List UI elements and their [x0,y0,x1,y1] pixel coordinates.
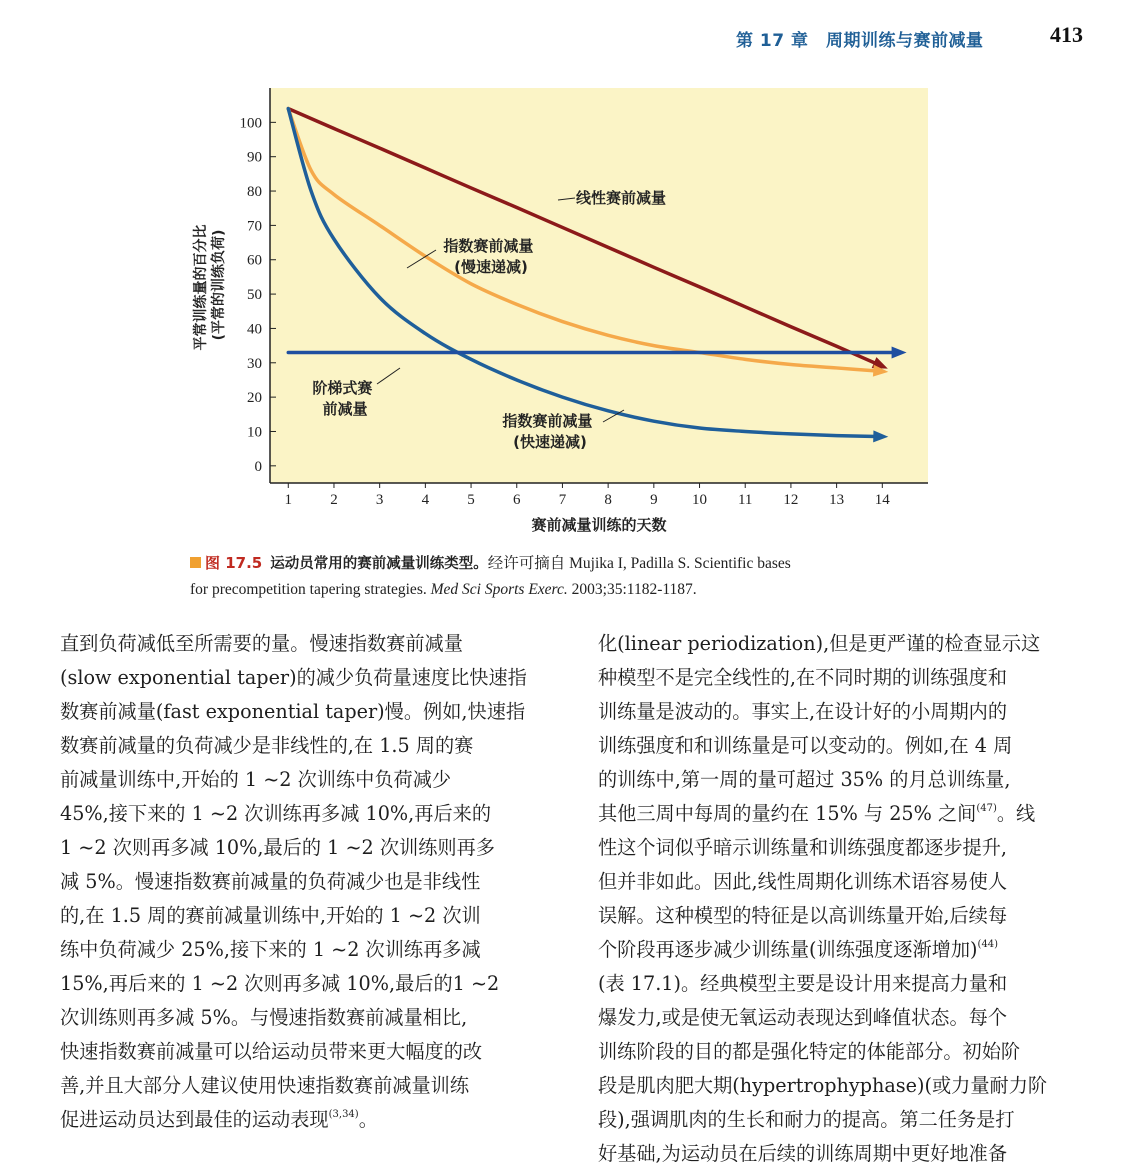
label-slow-exp-line1: 指数赛前减量 [443,237,534,255]
y-tick-label: 60 [247,252,262,269]
x-tick-label: 5 [467,492,475,508]
text-line-last [60,1103,556,1137]
y-tick-label: 80 [247,184,262,201]
text-fragment: 个阶段再逐步减少训练量(训练强度逐渐增加) [598,938,978,961]
label-step-line1: 阶梯式赛 [312,379,373,397]
caption-journal: Med Sci Sports Exerc. [430,581,568,598]
caption-citation: 2003;35:1182-1187. [567,581,697,598]
y-axis-label-line2: (平常的训练负荷) [211,229,227,341]
right-text-column [598,627,1094,1171]
x-tick-label: 3 [375,492,384,508]
text-line: 15%,再后来的 1 ~2 次则再多减 10%,最后的1 ~2 [60,972,500,995]
text-line: 误解。这种模型的特征是以高训练量开始,后续每 [598,904,1008,927]
text-line: 段是肌肉肥大期(hypertrophyphase)(或力量耐力阶 [598,1074,1048,1097]
figure-label: 图 17.5 [205,554,263,572]
text-line: 数赛前减量(fast exponential taper)慢。例如,快速指 [60,700,526,723]
caption-text-2: for precompetition tapering strategies. [190,581,427,598]
chapter-title: 第 17 章 周期训练与赛前减量 [736,31,984,51]
text-line: 段),强调肌肉的生长和耐力的提高。第二任务是打 [598,1108,1015,1131]
x-ticks [285,483,891,508]
text-line: 的训练中,第一周的量可超过 35% 的月总训练量, [598,768,1011,791]
text-line [598,797,1094,831]
text-line: 数赛前减量的负荷减少是非线性的,在 1.5 周的赛 [60,734,474,757]
y-tick-label: 50 [247,287,262,304]
y-tick-label: 90 [247,149,262,166]
y-axis-label [192,220,227,351]
text-line: 种模型不是完全线性的,在不同时期的训练强度和 [598,666,1008,689]
text-line: 的,在 1.5 周的赛前减量训练中,开始的 1 ~2 次训 [60,904,481,927]
text-line: 练中负荷减少 25%,接下来的 1 ~2 次训练再多减 [60,938,481,961]
text-line [598,933,1094,967]
x-tick-label: 10 [692,492,708,508]
x-tick-label: 2 [330,492,338,508]
x-axis-label: 赛前减量训练的天数 [531,516,667,534]
label-linear: 线性赛前减量 [576,189,667,207]
y-tick-label: 100 [239,115,262,132]
x-tick-label: 9 [650,492,658,508]
caption-marker [190,557,201,568]
figure-caption [190,550,990,603]
text-fragment: 促进运动员达到最佳的运动表现 [60,1108,329,1131]
text-fragment: 其他三周中每周的量约在 15% 与 25% 之间 [598,802,977,825]
text-line: 前减量训练中,开始的 1 ~2 次训练中负荷减少 [60,768,452,791]
page-number: 413 [1050,22,1083,47]
text-line: 训练量是波动的。事实上,在设计好的小周期内的 [598,700,1008,723]
label-slow-exp-line2: (慢速递减) [454,258,528,276]
text-line: 训练阶段的目的都是强化特定的体能部分。初始阶 [598,1040,1021,1063]
x-tick-label: 4 [421,492,430,508]
x-tick-label: 6 [513,492,521,508]
label-step-line2: 前减量 [322,400,368,418]
text-line: 好基础,为运动员在后续的训练周期中更好地准备 [598,1142,1008,1165]
text-line: (表 17.1)。经典模型主要是设计用来提高力量和 [598,972,1008,995]
x-tick-label: 7 [558,492,567,508]
x-tick-label: 14 [874,492,890,508]
text-line: (slow exponential taper)的减少负荷量速度比快速指 [60,666,527,689]
text-line: 1 ~2 次则再多减 10%,最后的 1 ~2 次训练则再多 [60,836,495,859]
text-line: 但并非如此。因此,线性周期化训练术语容易使人 [598,870,1008,893]
x-tick-label: 1 [284,492,293,508]
text-line: 化(linear periodization),但是更严谨的检查显示这 [598,632,1041,655]
text-line: 快速指数赛前减量可以给运动员带来更大幅度的改 [60,1040,483,1063]
left-text-column [60,627,556,1137]
text-line: 善,并且大部分人建议使用快速指数赛前减量训练 [60,1074,470,1097]
text-line: 训练强度和和训练量是可以变动的。例如,在 4 周 [598,734,1013,757]
x-tick-label: 13 [829,492,845,508]
text-fragment: 。 [358,1108,378,1131]
reference-superscript: (44) [977,939,999,950]
taper-chart [0,0,1138,545]
x-tick-label: 8 [604,492,612,508]
text-line: 减 5%。慢速指数赛前减量的负荷减少也是非线性 [60,870,481,893]
text-line: 性这个词似乎暗示训练量和训练强度都逐步提升, [598,836,1008,859]
x-tick-label: 12 [783,492,799,508]
y-tick-label: 0 [254,458,262,475]
y-tick-label: 10 [247,424,262,441]
text-fragment: 。线 [996,802,1036,825]
y-tick-label: 20 [247,390,262,407]
y-axis-label-line1: 平常训练量的百分比 [193,224,209,351]
reference-superscript: (47) [976,803,997,814]
figure-title: 运动员常用的赛前减量训练类型。 [270,556,488,572]
y-tick-label: 30 [247,355,262,372]
reference-superscript: (3,34) [328,1109,359,1120]
text-line: 直到负荷减低至所需要的量。慢速指数赛前减量 [60,632,463,655]
y-tick-label: 70 [247,218,262,235]
x-tick-label: 11 [737,492,753,508]
text-line: 次训练则再多减 5%。与慢速指数赛前减量相比, [60,1006,468,1029]
y-tick-label: 40 [247,321,262,338]
label-fast-exp-line2: (快速递减) [513,433,587,451]
caption-text-1: 经许可摘自 Mujika I, Padilla S. Scientific bases [487,555,791,572]
text-line: 45%,接下来的 1 ~2 次训练再多减 10%,再后来的 [60,802,492,825]
text-line: 爆发力,或是使无氧运动表现达到峰值状态。每个 [598,1006,1008,1029]
label-fast-exp-line1: 指数赛前减量 [502,412,593,430]
